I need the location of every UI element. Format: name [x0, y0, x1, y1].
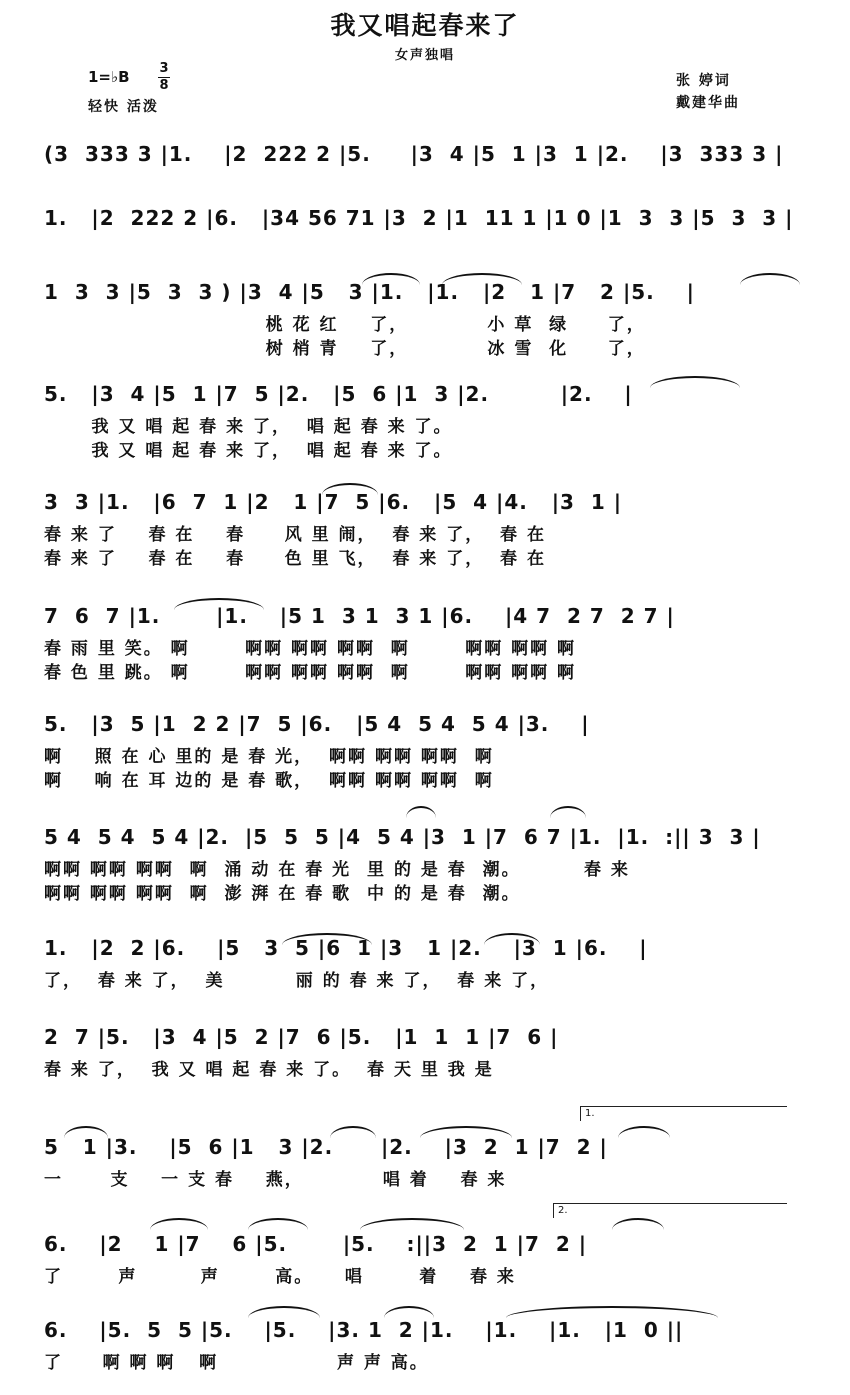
song-title: 我又唱起春来了 [330, 11, 520, 40]
notation-line: 3 3 |1. |6 7 1 |2 1 |7 5 |6. |5 4 |4. |3 1 | [44, 490, 623, 514]
time-signature [158, 62, 170, 93]
lyric-line: 我 又 唱 起 春 来 了， 唱 起 春 来 了。 [44, 417, 453, 437]
lyric-line: 树 梢 青 了， 冰 雪 化 了， [44, 339, 646, 359]
notation-line: 2 7 |5. |3 4 |5 2 |7 6 |5. |1 1 1 |7 6 | [44, 1025, 559, 1049]
slur [740, 273, 800, 285]
lyric-line: 春 来 了 春 在 春 风 里 闹， 春 来 了， 春 在 [44, 525, 546, 545]
slur [618, 1126, 670, 1138]
lyric-line: 啊 照 在 心 里的 是 春 光， 啊啊 啊啊 啊啊 啊 [44, 747, 494, 767]
slur [506, 1306, 718, 1318]
slur [174, 598, 264, 610]
slur [330, 1126, 376, 1138]
first-ending-label: 1. [585, 1108, 595, 1119]
slur [322, 483, 378, 495]
lyric-line: 春 来 了 春 在 春 色 里 飞， 春 来 了， 春 在 [44, 549, 546, 569]
slur [64, 1126, 108, 1138]
composer-credit: 戴建华曲 [676, 95, 740, 111]
notation-line: 6. |5. 5 5 |5. |5. |3. 1 2 |1. |1. |1. |1 0 || [44, 1318, 684, 1342]
lyric-line: 啊啊 啊啊 啊啊 啊 涌 动 在 春 光 里 的 是 春 潮。 春 来 [44, 860, 630, 880]
lyric-line: 一 支 一 支 春 燕， 唱 着 春 来 [44, 1170, 507, 1190]
lyric-line: 春 雨 里 笑。 啊 啊啊 啊啊 啊啊 啊 啊啊 啊啊 啊 [44, 639, 577, 659]
slur [248, 1218, 308, 1230]
notation-line: 6. |2 1 |7 6 |5. |5. :||3 2 1 |7 2 | [44, 1232, 587, 1256]
notation-line: 5. |3 4 |5 1 |7 5 |2. |5 6 |1 3 |2. |2. | [44, 382, 633, 406]
second-ending-bracket [553, 1203, 787, 1218]
slur [384, 1306, 434, 1318]
notation-line: 7 6 7 |1. |1. |5 1 3 1 3 1 |6. |4 7 2 7 2 7 | [44, 604, 675, 628]
notation-line: 5 1 |3. |5 6 |1 3 |2. |2. |3 2 1 |7 2 | [44, 1135, 608, 1159]
notation-line: 1. |2 2 |6. |5 3 5 |6 1 |3 1 |2. |3 1 |6. | [44, 936, 648, 960]
notation-line: 5. |3 5 |1 2 2 |7 5 |6. |5 4 5 4 5 4 |3. | [44, 712, 590, 736]
lyric-line: 春 来 了， 我 又 唱 起 春 来 了。 春 天 里 我 是 [44, 1060, 494, 1080]
meter-bottom: 8 [159, 78, 169, 93]
key-signature: 1=♭B [88, 68, 130, 86]
lyric-line: 了 声 声 高。 唱 着 春 来 [44, 1267, 516, 1287]
slur [362, 273, 420, 285]
slur [442, 273, 522, 285]
notation-line: 1 3 3 |5 3 3 ) |3 4 |5 3 |1. |1. |2 1 |7 2 |5. | [44, 280, 695, 304]
slur [550, 806, 586, 818]
first-ending-bracket [580, 1106, 787, 1121]
notation-line: 1. |2 222 2 |6. |34 56 71 |3 2 |1 11 1 |1 0 |1 3 3 |5 3 3 | [44, 206, 794, 230]
slur [484, 933, 540, 945]
lyric-line: 啊啊 啊啊 啊啊 啊 澎 湃 在 春 歌 中 的 是 春 潮。 [44, 884, 521, 904]
slur [420, 1126, 512, 1138]
song-subtitle: 女声独唱 [394, 48, 455, 63]
lyric-line: 桃 花 红 了， 小 草 绿 了， [44, 315, 646, 335]
meter-top: 3 [159, 61, 169, 76]
slur [612, 1218, 664, 1230]
second-ending-label: 2. [558, 1205, 568, 1216]
notation-line: (3 333 3 |1. |2 222 2 |5. |3 4 |5 1 |3 1 |2. |3 333 3 | [44, 142, 784, 166]
lyric-line: 了， 春 来 了， 美 丽 的 春 来 了， 春 来 了， [44, 971, 550, 991]
slur [248, 1306, 320, 1318]
lyric-line: 啊 响 在 耳 边的 是 春 歌， 啊啊 啊啊 啊啊 啊 [44, 771, 494, 791]
lyric-line: 春 色 里 跳。 啊 啊啊 啊啊 啊啊 啊 啊啊 啊啊 啊 [44, 663, 577, 683]
slur [650, 376, 740, 388]
slur [360, 1218, 464, 1230]
slur [282, 933, 372, 945]
lyricist-credit: 张 婷词 [676, 73, 731, 89]
lyric-line: 我 又 唱 起 春 来 了， 唱 起 春 来 了。 [44, 441, 453, 461]
lyric-line: 了 啊 啊 啊 啊 声 声 高。 [44, 1353, 429, 1373]
tempo-marking: 轻快 活泼 [88, 99, 159, 115]
slur [406, 806, 436, 818]
notation-line: 5 4 5 4 5 4 |2. |5 5 5 |4 5 4 |3 1 |7 6 7 |1. |1. :|| 3 3 | [44, 825, 761, 849]
slur [150, 1218, 208, 1230]
